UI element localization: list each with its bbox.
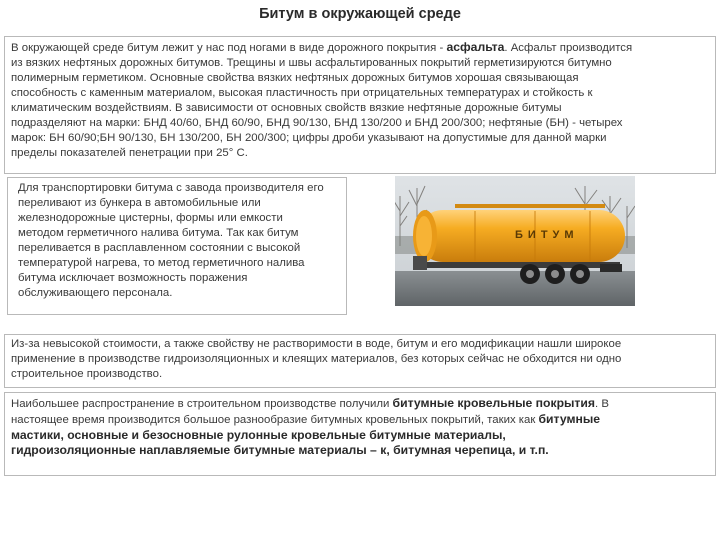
asphalt-term: асфальта bbox=[446, 40, 505, 54]
text-line: марок: БН 60/90;БН 90/130, БН 130/200, БН 200/300; цифры дроби указывают на допустимые для данной марки bbox=[11, 132, 607, 144]
text-line: способность с каменным материалом, высокая пластичность при отрицательных температурах и стойкость к bbox=[11, 87, 593, 99]
text-line: строительное производство. bbox=[11, 368, 163, 380]
tanker-truck-photo bbox=[395, 176, 635, 306]
roofing-text-block bbox=[4, 392, 716, 476]
text-line: Из-за невысокой стоимости, а также свойству не растворимости в воде, битум и его модификации нашли широкое bbox=[11, 338, 622, 350]
text-line: полимерным герметиком. Основные свойства вязких нефтяных дорожных битумов хорошая связывающая bbox=[11, 72, 579, 84]
transport-text-block bbox=[7, 177, 347, 315]
text-line: подразделяют на марки: БНД 40/60, БНД 60/90, БНД 90/130, БНД 130/200 и БНД 200/300; нефтяные (БН) - четырех bbox=[11, 117, 623, 129]
properties-text-block bbox=[4, 334, 716, 388]
text-line: В окружающей среде битум лежит у нас под ногами в виде дорожного покрытия - асфальта. Асфальт производится bbox=[11, 40, 633, 54]
text-line: переливается в расплавленном состоянии с высокой bbox=[18, 242, 301, 254]
text-line: железнодорожные цистерны, формы или емкости bbox=[18, 212, 283, 224]
text-line: мастики, основные и безосновные рулонные кровельные битумные материалы, bbox=[11, 428, 506, 442]
page-title: Битум в окружающей среде bbox=[259, 6, 461, 22]
text-line: климатическим воздействиям. В зависимости от основных свойств вязкие нефтяные дорожные битумы bbox=[11, 102, 562, 114]
text-line: гидроизоляционные наплавляемые битумные материалы – к, битумная черепица, и т.п. bbox=[11, 443, 549, 457]
bitumen-term: битумные bbox=[538, 412, 601, 426]
text-line: температурой нагрева, то метод герметичного налива bbox=[18, 257, 305, 269]
tank-label: БИТУМ bbox=[515, 229, 579, 241]
tanker-truck-image bbox=[395, 176, 635, 306]
text-line: из вязких нефтяных дорожных битумов. Трещины и швы асфальтированных покрытий герметизируются битумно bbox=[11, 57, 612, 69]
text-line: битума исключает возможность поражения bbox=[18, 272, 248, 284]
text-line: методом герметичного налива битума. Так как битум bbox=[18, 227, 299, 239]
intro-text-block bbox=[4, 36, 716, 174]
roofing-term: битумные кровельные покрытия bbox=[392, 396, 596, 410]
text-line: переливают из бункера в автомобильные или bbox=[18, 197, 261, 209]
text-line: пределы показателей пенетрации при 25° С. bbox=[11, 147, 248, 159]
text-line: применение в производстве гидроизоляционных и клеящих материалов, без которых сейчас не обходится ни одно bbox=[11, 353, 622, 365]
text-line: Для транспортировки битума с завода производителя его bbox=[18, 182, 324, 194]
text-line: обслуживающего персонала. bbox=[18, 287, 173, 299]
text-line: настоящее время производится большое разнообразие битумных кровельных покрытий, таких как битумные bbox=[11, 412, 601, 426]
text-line: Наибольшее распространение в строительном производстве получили битумные кровельные покрытия. В bbox=[11, 396, 609, 410]
